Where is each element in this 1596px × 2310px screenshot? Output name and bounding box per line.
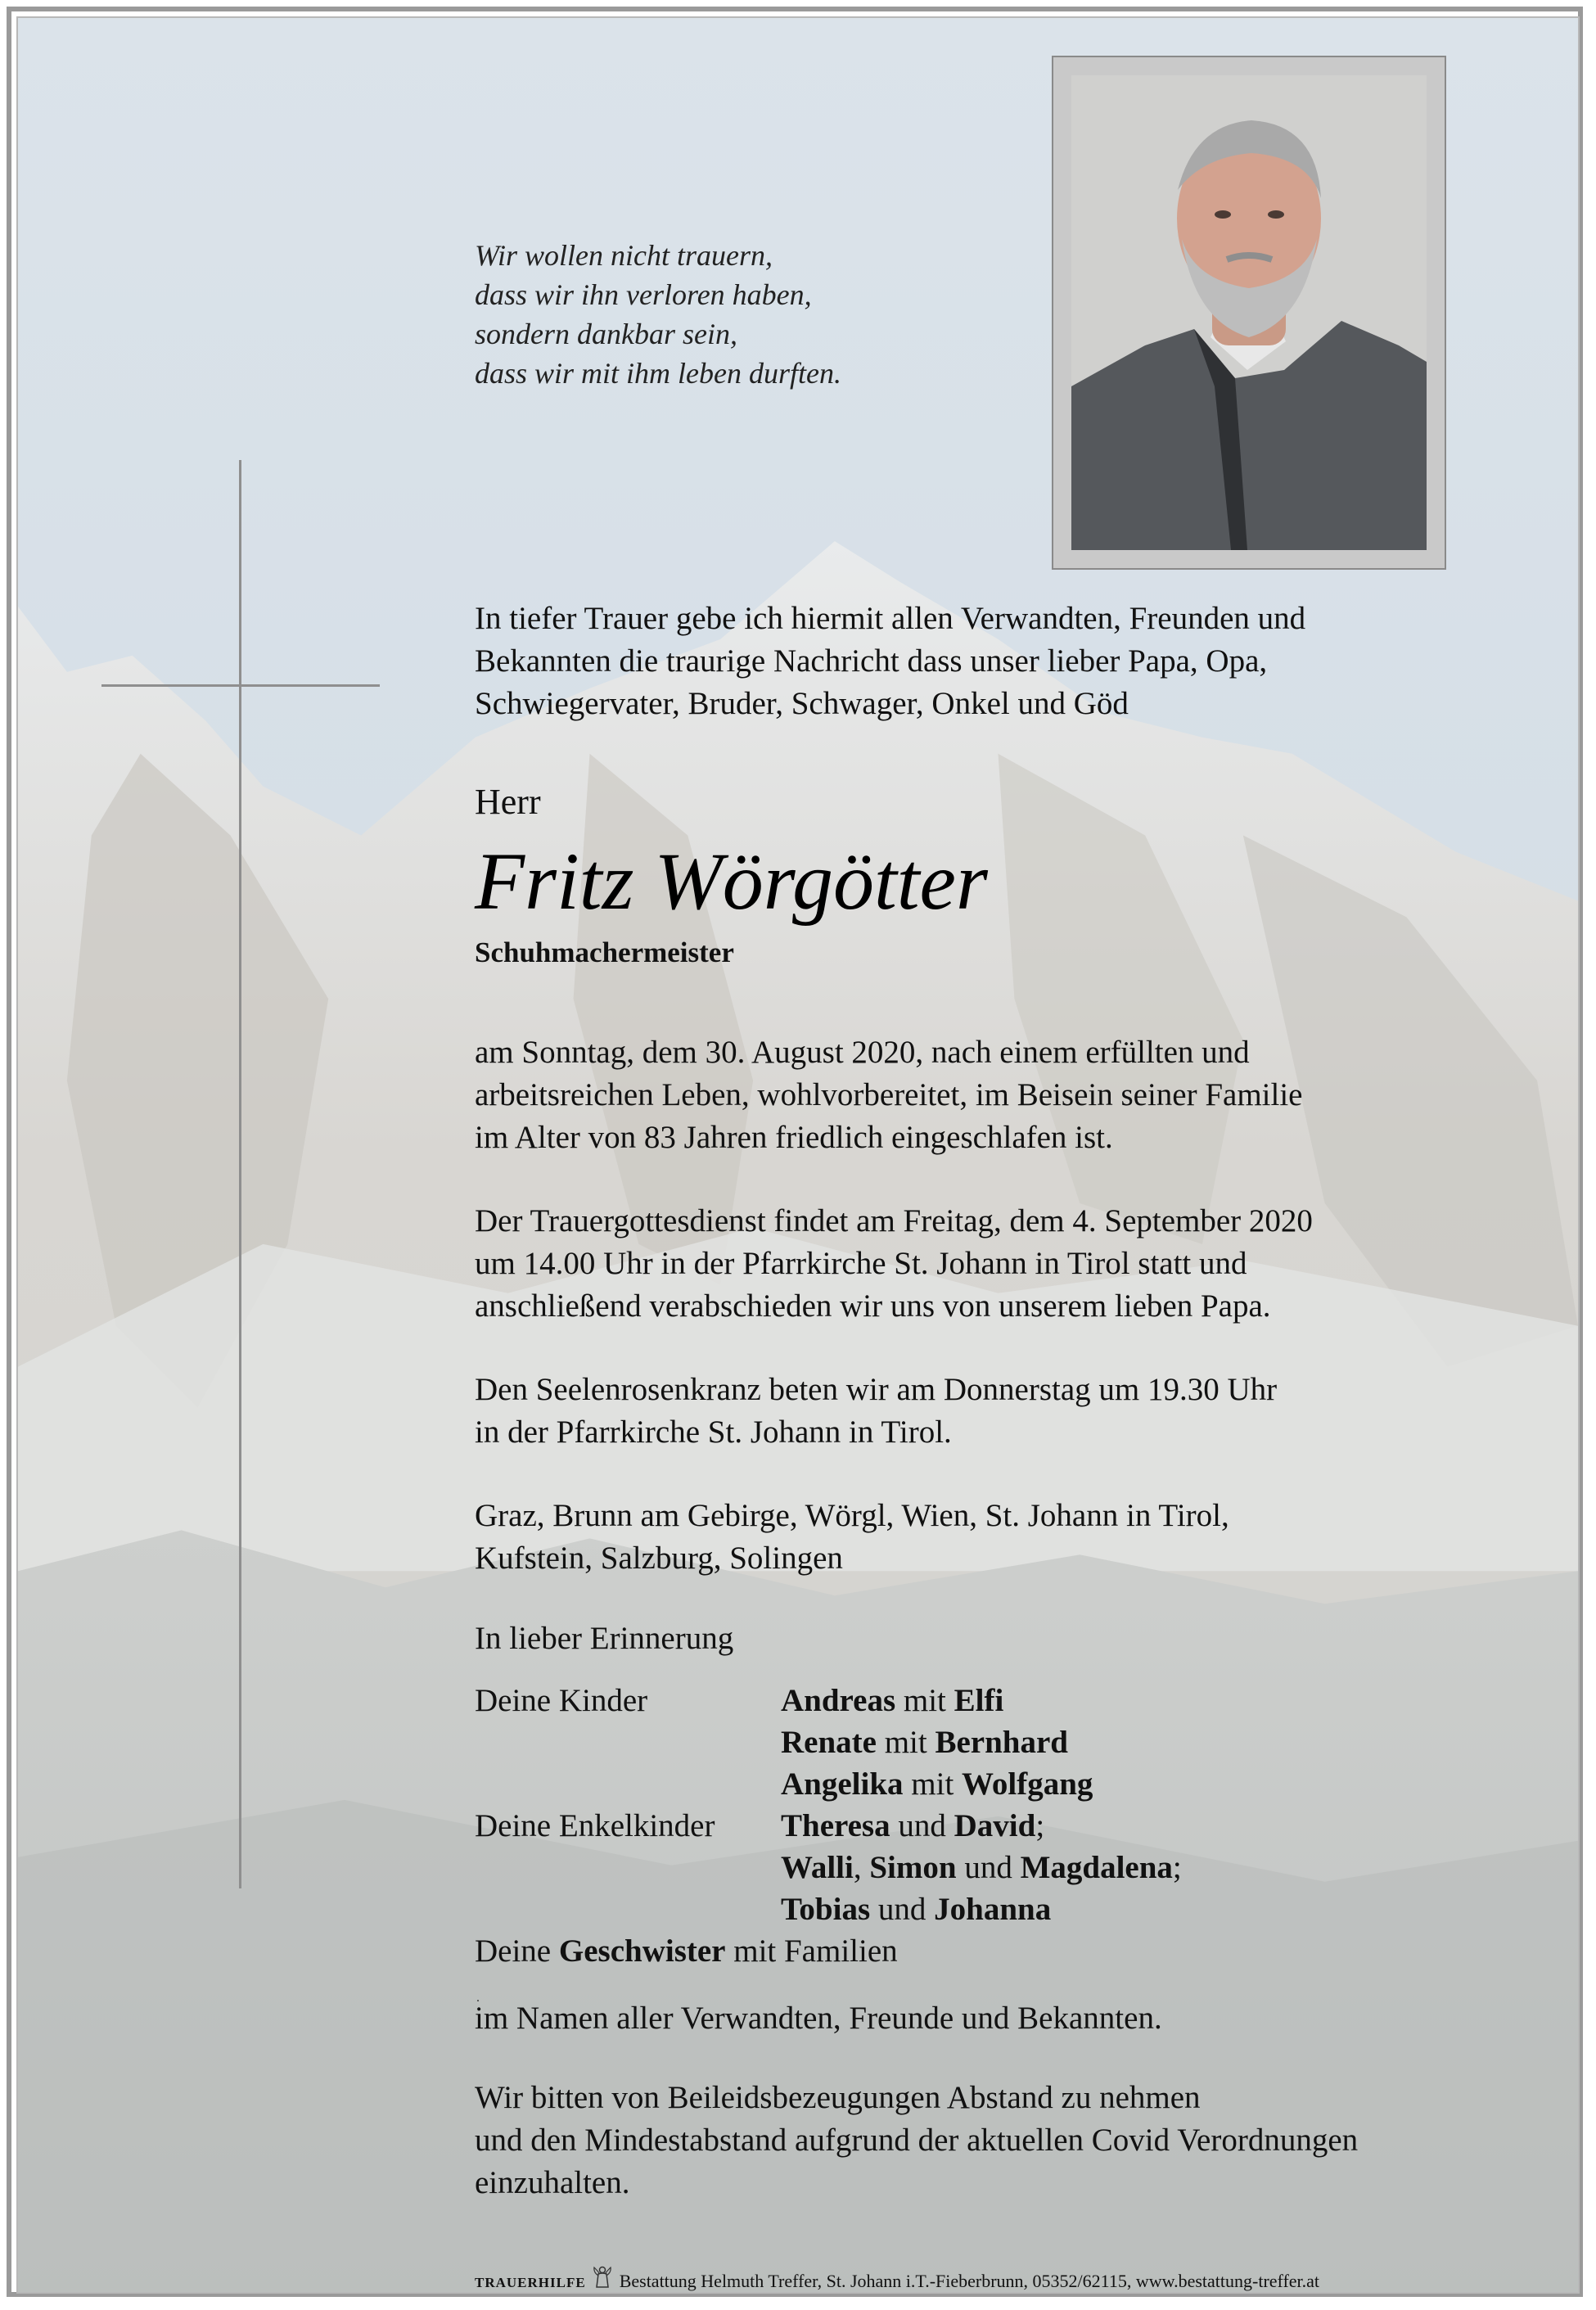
death-notice-line: im Alter von 83 Jahren friedlich eingeschlafen ist. bbox=[475, 1120, 1113, 1155]
covid-note-line: Wir bitten von Beileidsbezeugungen Abstand zu nehmen bbox=[475, 2080, 1201, 2115]
family-name: Angelika bbox=[781, 1766, 904, 1802]
connector: mit bbox=[903, 1683, 946, 1718]
announcement-line: Schwiegervater, Bruder, Schwager, Onkel und Göd bbox=[475, 686, 1129, 721]
connector: mit bbox=[911, 1766, 954, 1802]
family-name: Andreas bbox=[781, 1683, 896, 1718]
footer-text: Bestattung Helmuth Treffer, St. Johann i.T.-Fieberbrunn, 05352/62115, www.bestattung-treffer.at bbox=[619, 2271, 1320, 2291]
rosary-line: in der Pfarrkirche St. Johann in Tirol. bbox=[475, 1414, 952, 1450]
rosary-notice bbox=[475, 1369, 1277, 1454]
poem-line: dass wir ihn verloren haben, bbox=[475, 278, 812, 311]
death-notice bbox=[475, 1031, 1303, 1159]
grandchildren-names bbox=[781, 1888, 1051, 1930]
places-line: Graz, Brunn am Gebirge, Wörgl, Wien, St. Johann in Tirol, bbox=[475, 1498, 1229, 1533]
service-line: um 14.00 Uhr in der Pfarrkirche St. Johann in Tirol statt und bbox=[475, 1246, 1247, 1281]
places bbox=[475, 1495, 1229, 1580]
family-name: Tobias bbox=[781, 1892, 871, 1927]
grandchildren-names bbox=[781, 1847, 1182, 1888]
family-name: Wolfgang bbox=[962, 1766, 1093, 1802]
death-notice-line: arbeitsreichen Leben, wohlvorbereitet, im Beisein seiner Familie bbox=[475, 1077, 1303, 1112]
children-label: Deine Kinder bbox=[475, 1683, 648, 1718]
punctuation: ; bbox=[1172, 1850, 1182, 1885]
punctuation: , bbox=[853, 1850, 862, 1885]
profession: Schuhmachermeister bbox=[475, 936, 734, 968]
poem-line: dass wir mit ihm leben durften. bbox=[475, 357, 841, 390]
family-name: Theresa bbox=[781, 1808, 890, 1843]
family-name: Walli bbox=[781, 1850, 854, 1885]
relatives-line: im Namen aller Verwandten, Freunde und Bekannten. bbox=[475, 2001, 1162, 2036]
children-names bbox=[781, 1763, 1093, 1805]
grandchildren-label: Deine Enkelkinder bbox=[475, 1808, 715, 1843]
announcement-line: In tiefer Trauer gebe ich hiermit allen Verwandten, Freunden und bbox=[475, 601, 1306, 636]
family-name: Johanna bbox=[934, 1892, 1052, 1927]
cross-vertical bbox=[239, 460, 241, 1888]
covid-note-line: einzuhalten. bbox=[475, 2165, 630, 2200]
connector: und bbox=[877, 1892, 926, 1927]
salutation: Herr bbox=[475, 782, 541, 822]
remembrance: In lieber Erinnerung bbox=[475, 1621, 734, 1656]
family-name: Magdalena bbox=[1020, 1850, 1173, 1885]
covid-note-line: und den Mindestabstand aufgrund der aktuellen Covid Verordnungen bbox=[475, 2123, 1359, 2158]
grandchildren-names bbox=[781, 1805, 1044, 1847]
siblings-pre: Deine bbox=[475, 1933, 552, 1969]
poem bbox=[475, 236, 841, 393]
siblings-line bbox=[475, 1930, 898, 1972]
family-name: David bbox=[954, 1808, 1036, 1843]
poem-line: Wir wollen nicht trauern, bbox=[475, 239, 773, 272]
family-name: Geschwister bbox=[558, 1933, 726, 1969]
family-name: Elfi bbox=[954, 1683, 1004, 1718]
portrait-frame bbox=[1052, 56, 1446, 570]
family-name: Bernhard bbox=[935, 1725, 1068, 1760]
punctuation: ; bbox=[1035, 1808, 1045, 1843]
covid-note bbox=[475, 2077, 1358, 2204]
siblings-post: mit Familien bbox=[733, 1933, 898, 1969]
connector: mit bbox=[884, 1725, 927, 1760]
family-name: Renate bbox=[781, 1725, 877, 1760]
announcement bbox=[475, 598, 1305, 725]
cross-horizontal bbox=[101, 684, 380, 687]
small-dot: . bbox=[476, 1991, 480, 2005]
funeral-service bbox=[475, 1200, 1313, 1328]
children-names bbox=[781, 1721, 1068, 1763]
death-notice-line: am Sonntag, dem 30. August 2020, nach einem erfüllten und bbox=[475, 1035, 1250, 1070]
connector: und bbox=[898, 1808, 946, 1843]
service-line: Der Trauergottesdienst findet am Freitag, dem 4. September 2020 bbox=[475, 1203, 1313, 1238]
poem-line: sondern dankbar sein, bbox=[475, 318, 737, 350]
announcement-line: Bekannten die traurige Nachricht dass unser lieber Papa, Opa, bbox=[475, 643, 1268, 679]
portrait-photo bbox=[1071, 75, 1427, 550]
angel-icon bbox=[593, 2266, 611, 2294]
rosary-line: Den Seelenrosenkranz beten wir am Donnerstag um 19.30 Uhr bbox=[475, 1372, 1278, 1407]
service-line: anschließend verabschieden wir uns von unserem lieben Papa. bbox=[475, 1288, 1271, 1324]
children-names bbox=[781, 1680, 1003, 1721]
family-name: Simon bbox=[869, 1850, 957, 1885]
deceased-name: Fritz Wörgötter bbox=[475, 836, 988, 927]
footer bbox=[475, 2266, 1319, 2294]
footer-brand: TRAUERHILFE bbox=[475, 2275, 586, 2290]
connector: und bbox=[964, 1850, 1012, 1885]
places-line: Kufstein, Salzburg, Solingen bbox=[475, 1541, 843, 1576]
